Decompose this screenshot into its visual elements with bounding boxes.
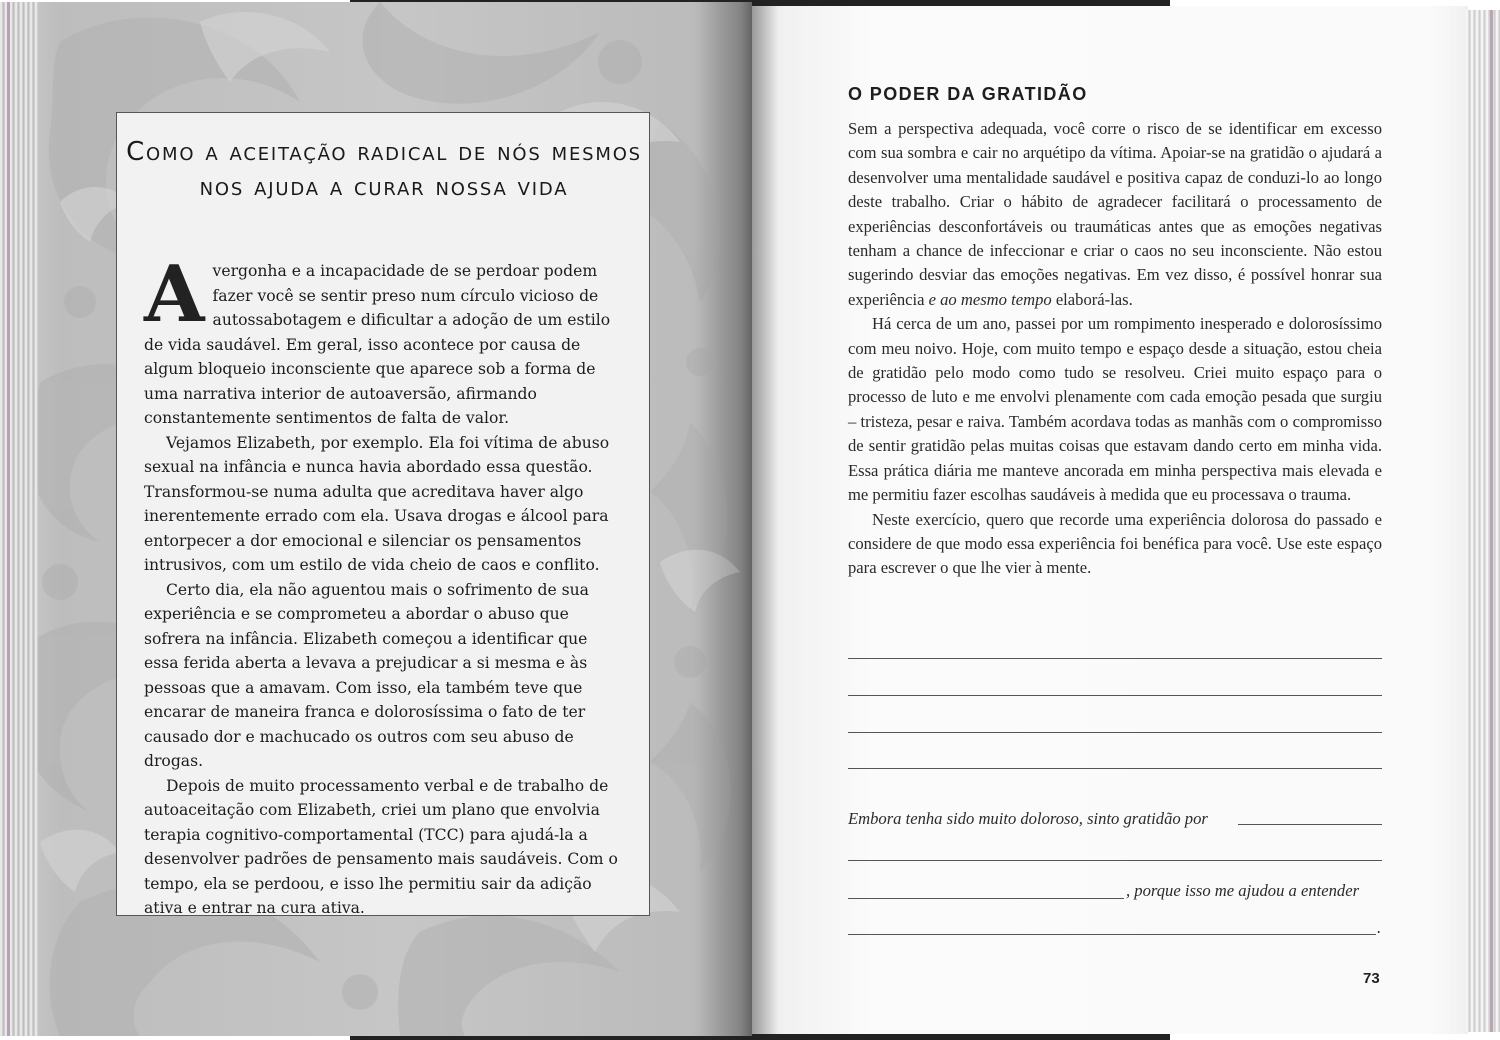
writing-line[interactable] [848, 898, 1124, 899]
left-page [0, 2, 752, 1036]
box-paragraph: Depois de muito processamento verbal e de trabalho de autoaceitação com Elizabeth, criei um plano que envolvia terapia cognitivo-comportamental (TCC) para ajudá-la a desenvolver padrões de pensamento mais saudáveis. Com o tempo, ela se perdoou, e isso lhe permitiu sair da adição ativa e entrar na cura ativa. [144, 776, 618, 917]
left-page-edges [0, 2, 38, 1036]
writing-line[interactable] [848, 934, 1376, 935]
writing-line[interactable] [848, 695, 1382, 696]
left-gutter-shadow [692, 2, 752, 1036]
writing-line[interactable] [848, 732, 1382, 733]
text-box [116, 112, 650, 916]
right-gutter-shadow [752, 6, 778, 1034]
body-emphasis: e ao mesmo tempo [928, 289, 1052, 309]
body-text-run: Sem a perspectiva adequada, você corre o risco de se identificar em excesso com sua sombra e cair no arquétipo da vítima. Apoiar-se na gratidão o ajudará a desenvolver uma mentalidade saudável e positiva capaz de conduzi-lo ao longo deste trabalho. Criar o hábito de agradecer facilitará o processamento de experiências desconfortáveis ou traumáticas antes que as emoções negativas tenham a chance de infeccionar e criar o caos no seu inconsciente. Não estou sugerindo desviar das emoções negativas. Em vez disso, é possível honrar sua experiência [848, 119, 1382, 309]
writing-line[interactable] [1238, 824, 1382, 825]
section-heading: O PODER DA GRATIDÃO [848, 84, 1088, 104]
writing-line[interactable] [848, 860, 1382, 861]
box-title: Como a aceitação radical de nós mesmos nos ajuda a curar nossa vida [126, 137, 642, 202]
right-page-edges [1466, 10, 1500, 1032]
box-paragraph-text: vergonha e a incapacidade de se perdoar podem fazer você se sentir preso num círculo vicioso de autossabotagem e dificultar a adoção de um estilo de vida saudável. Em geral, isso acontece por causa de algum bloqueio inconsciente que aparece sob a forma de uma narrativa interior de autoaversão, afirmando constantemente sentimentos de falta de valor. [144, 262, 611, 427]
right-body [848, 117, 1382, 581]
writing-line[interactable] [848, 768, 1382, 769]
box-paragraph: Certo dia, ela não aguentou mais o sofrimento de sua experiência e se comprometeu a abordar o abuso que sofrera na infância. Elizabeth começou a identificar que essa ferida aberta a levava a prejudicar a si mesma e às pessoas que a amavam. Com isso, ela também teve que encarar de maneira franca e dolorosíssima o fato de ter causado dor e machucado os outros com seu abuso de drogas. [144, 580, 589, 770]
closing-period: . [1377, 918, 1382, 937]
box-paragraph: Vejamos Elizabeth, por exemplo. Ela foi vítima de abuso sexual na infância e nunca havia abordado essa questão. Transformou-se numa adulta que acreditava haver algo inerentemente errado com ela. Usava drogas e álcool para entorpecer a dor emocional e silenciar os pensamentos intrusivos, com um estilo de vida cheio de caos e conflito. [144, 433, 610, 574]
left-page-edge-mark [7, 2, 10, 1036]
writing-line[interactable] [848, 658, 1382, 659]
body-paragraph: Neste exercício, quero que recorde uma experiência dolorosa do passado e considere de que modo essa experiência foi benéfica para você. Use este espaço para escrever o que lhe vier à mente. [848, 509, 1382, 578]
box-body [144, 249, 622, 921]
drop-cap: A [144, 249, 205, 340]
box-paragraph [144, 249, 622, 431]
body-paragraph [848, 117, 1382, 312]
gratitude-prompt: Embora tenha sido muito doloroso, sinto gratidão por [848, 809, 1208, 828]
body-paragraph: Há cerca de um ano, passei por um rompimento inesperado e dolorosíssimo com meu noivo. Hoje, com muito tempo e espaço desde a situação, estou cheia de gratidão pelo modo como tudo se resolveu. Criei muito espaço para o processo de luto e me envolvi plenamente com cada emoção pesada que surgiu – tristeza, pesar e raiva. Também acordava todas as manhãs com o compromisso de sentir gratidão pelas muitas coisas que estavam dando certo em minha vida. Essa prática diária me manteve ancorada em minha perspectiva mais elevada e me permitiu fazer escolhas saudáveis à medida que eu processava o trauma. [848, 314, 1382, 505]
page-number: 73 [1363, 970, 1380, 987]
body-text-run: elaborá-las. [1051, 289, 1133, 309]
right-page-edge-mark [1490, 10, 1493, 1032]
understanding-prompt: , porque isso me ajudou a entender [1126, 881, 1360, 900]
